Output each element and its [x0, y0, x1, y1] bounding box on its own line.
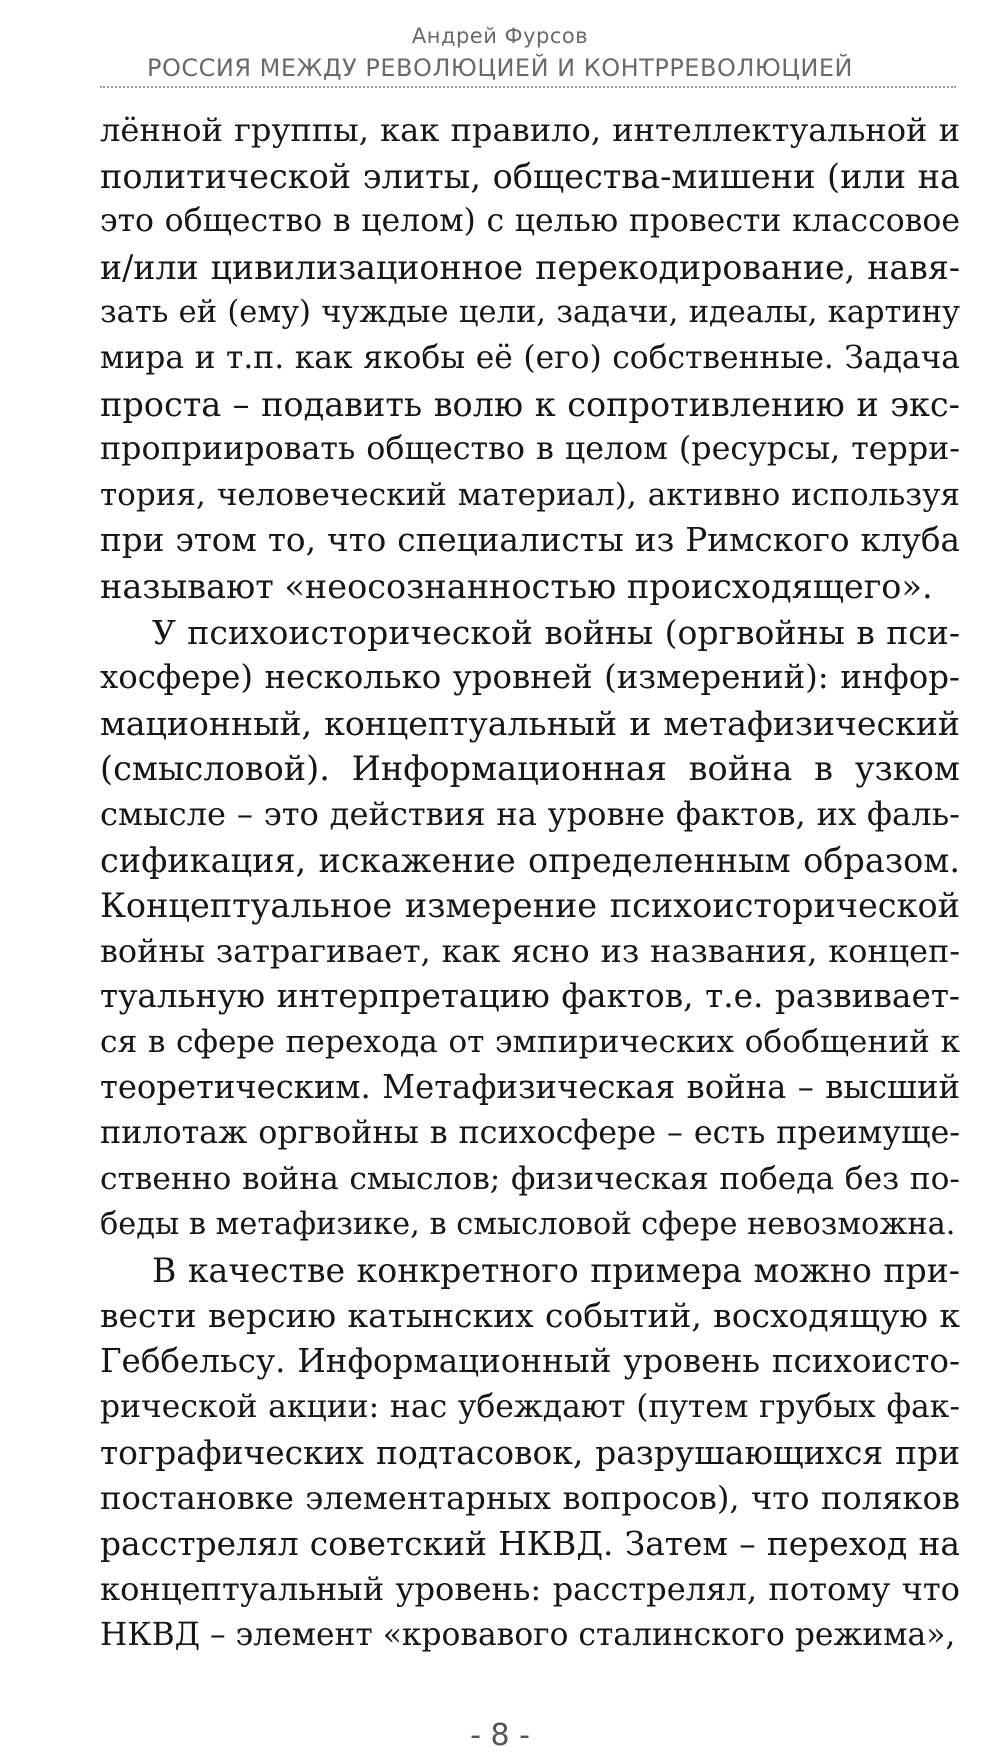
text-line: ственно война смыслов; физическая победа без по-	[100, 1160, 960, 1197]
text-line: тографических подтасовок, разрушающихся при	[100, 1433, 960, 1473]
text-line: туальную интерпретацию фактов, т.е. развивает-	[100, 977, 960, 1016]
text-line: (смысловой). Информационная война в узком	[100, 749, 960, 789]
running-head-author: Андрей Фурсов	[411, 24, 589, 48]
text-line: зать ей (ему) чуждые цели, задачи, идеалы, картину	[100, 295, 960, 331]
text-line: постановке элементарных вопросов), что поляков	[100, 1478, 960, 1517]
text-line: вести версию катынских событий, восходящую к	[100, 1296, 960, 1336]
text-line: мира и т.п. как якобы её (его) собственные. Задача	[100, 339, 960, 376]
text-line: это общество в целом) с целью провести классовое	[100, 203, 960, 240]
running-head-title: РОССИЯ МЕЖДУ РЕВОЛЮЦИЕЙ И КОНТРРЕВОЛЮЦИЕЙ	[147, 54, 853, 82]
text-line: политической элиты, общества-мишени (или на	[100, 156, 960, 196]
page-number: - 8 -	[470, 1718, 530, 1753]
text-line: проста – подавить волю к сопротивлению и экс-	[100, 384, 960, 424]
text-line: расстрелял советский НКВД. Затем – переход на	[100, 1524, 960, 1564]
text-line: Концептуальное измерение психоисторической	[100, 886, 960, 926]
text-line: лённой группы, как правило, интеллектуальной и	[100, 111, 960, 149]
text-line: смысле – это действия на уровне фактов, их фаль-	[100, 794, 960, 833]
text-line: Геббельсу. Информационный уровень психоисто-	[100, 1342, 960, 1381]
text-line: пилотаж оргвойны в психосфере – есть преимуще-	[100, 1115, 960, 1152]
text-line: У психоисторической войны (оргвойны в пси-	[152, 612, 960, 652]
text-line: НКВД – элемент «кровавого сталинского режима»,	[100, 1616, 956, 1653]
text-line: беды в метафизике, в смысловой сфере невозможна.	[100, 1207, 956, 1243]
text-line: рической акции: нас убеждают (путем грубых фак-	[100, 1388, 960, 1425]
text-line: сификация, искажение определенным образом.	[100, 840, 960, 880]
text-line: мационный, концептуальный и метафизический	[100, 703, 960, 743]
text-line: ся в сфере перехода от эмпирических обобщений к	[100, 1023, 960, 1060]
text-line: тория, человеческий материал), активно используя	[100, 476, 960, 513]
body-text	[100, 108, 960, 1658]
text-line: В качестве конкретного примера можно при-	[152, 1250, 960, 1290]
paragraph	[100, 108, 960, 610]
text-line: при этом то, что специалисты из Римского клуба	[100, 521, 960, 560]
paragraph	[100, 1248, 960, 1658]
text-line: теоретическим. Метафизическая война – высший	[100, 1068, 960, 1107]
text-line: проприировать общество в целом (ресурсы, терри-	[100, 431, 960, 468]
text-line: концептуальный уровень: расстрелял, потому что	[100, 1570, 960, 1608]
header-dotted-rule	[100, 86, 956, 88]
text-line: войны затрагивает, как ясно из названия, концеп-	[100, 931, 960, 970]
text-line: хосфере) несколько уровней (измерений): инфор-	[100, 658, 960, 697]
text-line: называют «неосознанностью происходящего».	[100, 566, 933, 606]
text-line: и/или цивилизационное перекодирование, навя-	[100, 247, 960, 287]
paragraph	[100, 610, 960, 1248]
